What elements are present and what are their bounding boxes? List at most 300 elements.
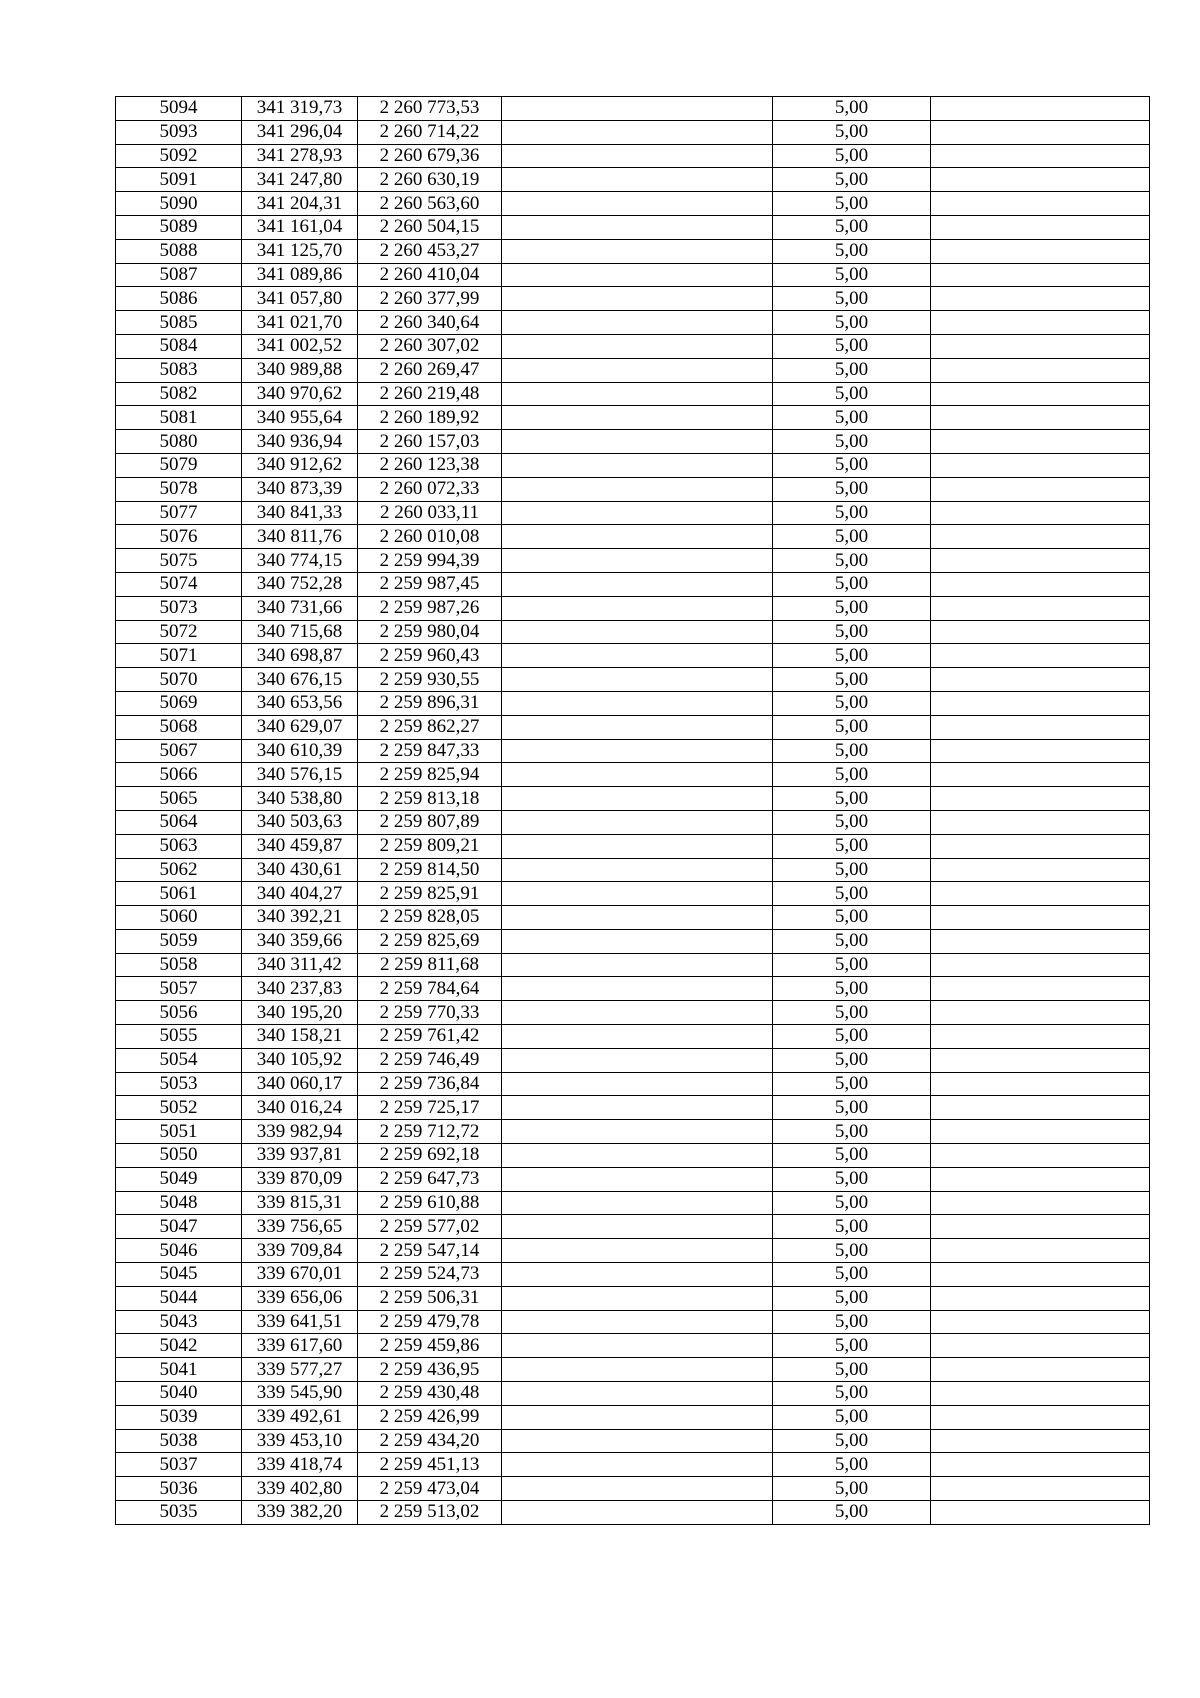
y-coordinate-cell: 2 259 994,39 bbox=[358, 549, 502, 573]
value-cell: 5,00 bbox=[773, 477, 931, 501]
value-cell: 5,00 bbox=[773, 263, 931, 287]
note-cell bbox=[931, 453, 1150, 477]
description-cell bbox=[502, 1215, 773, 1239]
table-row bbox=[116, 287, 1150, 311]
x-coordinate-cell: 340 430,61 bbox=[242, 858, 358, 882]
y-coordinate-cell: 2 259 809,21 bbox=[358, 834, 502, 858]
y-coordinate-cell: 2 259 930,55 bbox=[358, 668, 502, 692]
point-number-cell: 5050 bbox=[116, 1144, 242, 1168]
description-cell bbox=[502, 168, 773, 192]
description-cell bbox=[502, 263, 773, 287]
note-cell bbox=[931, 882, 1150, 906]
y-coordinate-cell: 2 260 219,48 bbox=[358, 382, 502, 406]
x-coordinate-cell: 340 873,39 bbox=[242, 477, 358, 501]
point-number-cell: 5049 bbox=[116, 1167, 242, 1191]
note-cell bbox=[931, 477, 1150, 501]
note-cell bbox=[931, 334, 1150, 358]
y-coordinate-cell: 2 260 377,99 bbox=[358, 287, 502, 311]
description-cell bbox=[502, 382, 773, 406]
point-number-cell: 5082 bbox=[116, 382, 242, 406]
value-cell: 5,00 bbox=[773, 906, 931, 930]
value-cell: 5,00 bbox=[773, 168, 931, 192]
table-row bbox=[116, 430, 1150, 454]
y-coordinate-cell: 2 260 563,60 bbox=[358, 192, 502, 216]
y-coordinate-cell: 2 260 410,04 bbox=[358, 263, 502, 287]
value-cell: 5,00 bbox=[773, 1429, 931, 1453]
point-number-cell: 5038 bbox=[116, 1429, 242, 1453]
description-cell bbox=[502, 334, 773, 358]
value-cell: 5,00 bbox=[773, 1239, 931, 1263]
description-cell bbox=[502, 287, 773, 311]
note-cell bbox=[931, 1334, 1150, 1358]
note-cell bbox=[931, 287, 1150, 311]
description-cell bbox=[502, 1429, 773, 1453]
x-coordinate-cell: 341 089,86 bbox=[242, 263, 358, 287]
value-cell: 5,00 bbox=[773, 525, 931, 549]
x-coordinate-cell: 339 756,65 bbox=[242, 1215, 358, 1239]
note-cell bbox=[931, 1286, 1150, 1310]
table-row bbox=[116, 263, 1150, 287]
value-cell: 5,00 bbox=[773, 1382, 931, 1406]
table-row bbox=[116, 120, 1150, 144]
note-cell bbox=[931, 787, 1150, 811]
note-cell bbox=[931, 644, 1150, 668]
description-cell bbox=[502, 739, 773, 763]
point-number-cell: 5075 bbox=[116, 549, 242, 573]
x-coordinate-cell: 339 545,90 bbox=[242, 1382, 358, 1406]
point-number-cell: 5080 bbox=[116, 430, 242, 454]
table-row bbox=[116, 715, 1150, 739]
value-cell: 5,00 bbox=[773, 953, 931, 977]
value-cell: 5,00 bbox=[773, 406, 931, 430]
value-cell: 5,00 bbox=[773, 382, 931, 406]
y-coordinate-cell: 2 259 430,48 bbox=[358, 1382, 502, 1406]
note-cell bbox=[931, 192, 1150, 216]
description-cell bbox=[502, 1358, 773, 1382]
x-coordinate-cell: 340 676,15 bbox=[242, 668, 358, 692]
point-number-cell: 5039 bbox=[116, 1405, 242, 1429]
y-coordinate-cell: 2 259 980,04 bbox=[358, 620, 502, 644]
y-coordinate-cell: 2 260 714,22 bbox=[358, 120, 502, 144]
table-row bbox=[116, 311, 1150, 335]
y-coordinate-cell: 2 259 761,42 bbox=[358, 1025, 502, 1049]
table-row bbox=[116, 1001, 1150, 1025]
value-cell: 5,00 bbox=[773, 97, 931, 121]
description-cell bbox=[502, 525, 773, 549]
note-cell bbox=[931, 406, 1150, 430]
point-number-cell: 5062 bbox=[116, 858, 242, 882]
value-cell: 5,00 bbox=[773, 358, 931, 382]
table-row bbox=[116, 334, 1150, 358]
point-number-cell: 5088 bbox=[116, 239, 242, 263]
table-row bbox=[116, 834, 1150, 858]
note-cell bbox=[931, 1477, 1150, 1501]
description-cell bbox=[502, 311, 773, 335]
x-coordinate-cell: 340 503,63 bbox=[242, 810, 358, 834]
y-coordinate-cell: 2 259 960,43 bbox=[358, 644, 502, 668]
x-coordinate-cell: 339 577,27 bbox=[242, 1358, 358, 1382]
description-cell bbox=[502, 953, 773, 977]
note-cell bbox=[931, 1144, 1150, 1168]
value-cell: 5,00 bbox=[773, 1096, 931, 1120]
description-cell bbox=[502, 787, 773, 811]
table-row bbox=[116, 1025, 1150, 1049]
note-cell bbox=[931, 1048, 1150, 1072]
description-cell bbox=[502, 477, 773, 501]
table-row bbox=[116, 1501, 1150, 1525]
point-number-cell: 5076 bbox=[116, 525, 242, 549]
point-number-cell: 5063 bbox=[116, 834, 242, 858]
point-number-cell: 5051 bbox=[116, 1120, 242, 1144]
description-cell bbox=[502, 906, 773, 930]
description-cell bbox=[502, 549, 773, 573]
note-cell bbox=[931, 1239, 1150, 1263]
value-cell: 5,00 bbox=[773, 120, 931, 144]
note-cell bbox=[931, 810, 1150, 834]
table-row bbox=[116, 144, 1150, 168]
value-cell: 5,00 bbox=[773, 715, 931, 739]
description-cell bbox=[502, 668, 773, 692]
point-number-cell: 5042 bbox=[116, 1334, 242, 1358]
point-number-cell: 5052 bbox=[116, 1096, 242, 1120]
value-cell: 5,00 bbox=[773, 1215, 931, 1239]
point-number-cell: 5074 bbox=[116, 572, 242, 596]
y-coordinate-cell: 2 259 513,02 bbox=[358, 1501, 502, 1525]
x-coordinate-cell: 340 359,66 bbox=[242, 929, 358, 953]
value-cell: 5,00 bbox=[773, 430, 931, 454]
y-coordinate-cell: 2 259 473,04 bbox=[358, 1477, 502, 1501]
x-coordinate-cell: 340 841,33 bbox=[242, 501, 358, 525]
point-number-cell: 5035 bbox=[116, 1501, 242, 1525]
y-coordinate-cell: 2 259 770,33 bbox=[358, 1001, 502, 1025]
y-coordinate-cell: 2 259 506,31 bbox=[358, 1286, 502, 1310]
description-cell bbox=[502, 501, 773, 525]
note-cell bbox=[931, 596, 1150, 620]
value-cell: 5,00 bbox=[773, 453, 931, 477]
table-row bbox=[116, 739, 1150, 763]
description-cell bbox=[502, 453, 773, 477]
value-cell: 5,00 bbox=[773, 763, 931, 787]
x-coordinate-cell: 340 752,28 bbox=[242, 572, 358, 596]
value-cell: 5,00 bbox=[773, 644, 931, 668]
y-coordinate-cell: 2 259 828,05 bbox=[358, 906, 502, 930]
description-cell bbox=[502, 239, 773, 263]
y-coordinate-cell: 2 259 479,78 bbox=[358, 1310, 502, 1334]
description-cell bbox=[502, 1191, 773, 1215]
value-cell: 5,00 bbox=[773, 1477, 931, 1501]
y-coordinate-cell: 2 259 807,89 bbox=[358, 810, 502, 834]
x-coordinate-cell: 339 641,51 bbox=[242, 1310, 358, 1334]
point-number-cell: 5066 bbox=[116, 763, 242, 787]
table-row bbox=[116, 525, 1150, 549]
note-cell bbox=[931, 691, 1150, 715]
value-cell: 5,00 bbox=[773, 1263, 931, 1287]
table-row bbox=[116, 192, 1150, 216]
table-row bbox=[116, 1286, 1150, 1310]
y-coordinate-cell: 2 259 712,72 bbox=[358, 1120, 502, 1144]
value-cell: 5,00 bbox=[773, 810, 931, 834]
x-coordinate-cell: 339 418,74 bbox=[242, 1453, 358, 1477]
table-row bbox=[116, 549, 1150, 573]
description-cell bbox=[502, 1263, 773, 1287]
x-coordinate-cell: 341 002,52 bbox=[242, 334, 358, 358]
point-number-cell: 5093 bbox=[116, 120, 242, 144]
value-cell: 5,00 bbox=[773, 549, 931, 573]
x-coordinate-cell: 340 392,21 bbox=[242, 906, 358, 930]
point-number-cell: 5036 bbox=[116, 1477, 242, 1501]
point-number-cell: 5047 bbox=[116, 1215, 242, 1239]
description-cell bbox=[502, 810, 773, 834]
note-cell bbox=[931, 382, 1150, 406]
note-cell bbox=[931, 834, 1150, 858]
value-cell: 5,00 bbox=[773, 1501, 931, 1525]
description-cell bbox=[502, 144, 773, 168]
table-row bbox=[116, 763, 1150, 787]
x-coordinate-cell: 340 774,15 bbox=[242, 549, 358, 573]
x-coordinate-cell: 339 617,60 bbox=[242, 1334, 358, 1358]
description-cell bbox=[502, 691, 773, 715]
description-cell bbox=[502, 1001, 773, 1025]
table-row bbox=[116, 1453, 1150, 1477]
table-row bbox=[116, 1096, 1150, 1120]
x-coordinate-cell: 340 936,94 bbox=[242, 430, 358, 454]
value-cell: 5,00 bbox=[773, 287, 931, 311]
value-cell: 5,00 bbox=[773, 739, 931, 763]
description-cell bbox=[502, 215, 773, 239]
x-coordinate-cell: 339 982,94 bbox=[242, 1120, 358, 1144]
description-cell bbox=[502, 1167, 773, 1191]
description-cell bbox=[502, 858, 773, 882]
y-coordinate-cell: 2 259 647,73 bbox=[358, 1167, 502, 1191]
note-cell bbox=[931, 1025, 1150, 1049]
value-cell: 5,00 bbox=[773, 1025, 931, 1049]
table-row bbox=[116, 1167, 1150, 1191]
note-cell bbox=[931, 1215, 1150, 1239]
point-number-cell: 5069 bbox=[116, 691, 242, 715]
note-cell bbox=[931, 763, 1150, 787]
value-cell: 5,00 bbox=[773, 144, 931, 168]
table-row bbox=[116, 1144, 1150, 1168]
y-coordinate-cell: 2 260 453,27 bbox=[358, 239, 502, 263]
note-cell bbox=[931, 263, 1150, 287]
point-number-cell: 5077 bbox=[116, 501, 242, 525]
y-coordinate-cell: 2 260 123,38 bbox=[358, 453, 502, 477]
point-number-cell: 5037 bbox=[116, 1453, 242, 1477]
point-number-cell: 5086 bbox=[116, 287, 242, 311]
x-coordinate-cell: 341 125,70 bbox=[242, 239, 358, 263]
x-coordinate-cell: 339 670,01 bbox=[242, 1263, 358, 1287]
y-coordinate-cell: 2 259 746,49 bbox=[358, 1048, 502, 1072]
x-coordinate-cell: 340 576,15 bbox=[242, 763, 358, 787]
description-cell bbox=[502, 1310, 773, 1334]
table-row bbox=[116, 1215, 1150, 1239]
value-cell: 5,00 bbox=[773, 1001, 931, 1025]
value-cell: 5,00 bbox=[773, 311, 931, 335]
table-row bbox=[116, 1072, 1150, 1096]
table-row bbox=[116, 453, 1150, 477]
y-coordinate-cell: 2 259 811,68 bbox=[358, 953, 502, 977]
table-row bbox=[116, 1382, 1150, 1406]
note-cell bbox=[931, 430, 1150, 454]
description-cell bbox=[502, 1286, 773, 1310]
note-cell bbox=[931, 311, 1150, 335]
value-cell: 5,00 bbox=[773, 929, 931, 953]
x-coordinate-cell: 340 016,24 bbox=[242, 1096, 358, 1120]
point-number-cell: 5073 bbox=[116, 596, 242, 620]
table-row bbox=[116, 97, 1150, 121]
table-row bbox=[116, 1263, 1150, 1287]
y-coordinate-cell: 2 259 813,18 bbox=[358, 787, 502, 811]
description-cell bbox=[502, 97, 773, 121]
note-cell bbox=[931, 525, 1150, 549]
note-cell bbox=[931, 1310, 1150, 1334]
description-cell bbox=[502, 1334, 773, 1358]
table-row bbox=[116, 1191, 1150, 1215]
description-cell bbox=[502, 715, 773, 739]
x-coordinate-cell: 339 815,31 bbox=[242, 1191, 358, 1215]
value-cell: 5,00 bbox=[773, 668, 931, 692]
value-cell: 5,00 bbox=[773, 1310, 931, 1334]
note-cell bbox=[931, 906, 1150, 930]
description-cell bbox=[502, 834, 773, 858]
y-coordinate-cell: 2 260 340,64 bbox=[358, 311, 502, 335]
description-cell bbox=[502, 977, 773, 1001]
table-row bbox=[116, 1334, 1150, 1358]
note-cell bbox=[931, 215, 1150, 239]
y-coordinate-cell: 2 260 630,19 bbox=[358, 168, 502, 192]
x-coordinate-cell: 339 453,10 bbox=[242, 1429, 358, 1453]
description-cell bbox=[502, 596, 773, 620]
description-cell bbox=[502, 1382, 773, 1406]
x-coordinate-cell: 341 319,73 bbox=[242, 97, 358, 121]
note-cell bbox=[931, 1120, 1150, 1144]
note-cell bbox=[931, 358, 1150, 382]
note-cell bbox=[931, 668, 1150, 692]
table-row bbox=[116, 1358, 1150, 1382]
y-coordinate-cell: 2 259 825,91 bbox=[358, 882, 502, 906]
table-row bbox=[116, 406, 1150, 430]
y-coordinate-cell: 2 259 524,73 bbox=[358, 1263, 502, 1287]
y-coordinate-cell: 2 259 459,86 bbox=[358, 1334, 502, 1358]
x-coordinate-cell: 340 237,83 bbox=[242, 977, 358, 1001]
table-row bbox=[116, 668, 1150, 692]
x-coordinate-cell: 341 296,04 bbox=[242, 120, 358, 144]
x-coordinate-cell: 339 656,06 bbox=[242, 1286, 358, 1310]
note-cell bbox=[931, 1358, 1150, 1382]
table-row bbox=[116, 644, 1150, 668]
note-cell bbox=[931, 1072, 1150, 1096]
y-coordinate-cell: 2 259 847,33 bbox=[358, 739, 502, 763]
y-coordinate-cell: 2 259 547,14 bbox=[358, 1239, 502, 1263]
x-coordinate-cell: 340 404,27 bbox=[242, 882, 358, 906]
value-cell: 5,00 bbox=[773, 596, 931, 620]
point-number-cell: 5083 bbox=[116, 358, 242, 382]
x-coordinate-cell: 340 731,66 bbox=[242, 596, 358, 620]
x-coordinate-cell: 339 709,84 bbox=[242, 1239, 358, 1263]
point-number-cell: 5091 bbox=[116, 168, 242, 192]
point-number-cell: 5079 bbox=[116, 453, 242, 477]
table-row bbox=[116, 620, 1150, 644]
description-cell bbox=[502, 358, 773, 382]
table-row bbox=[116, 1405, 1150, 1429]
description-cell bbox=[502, 1453, 773, 1477]
point-number-cell: 5041 bbox=[116, 1358, 242, 1382]
table-row bbox=[116, 382, 1150, 406]
value-cell: 5,00 bbox=[773, 1120, 931, 1144]
point-number-cell: 5061 bbox=[116, 882, 242, 906]
table-row bbox=[116, 572, 1150, 596]
table-row bbox=[116, 929, 1150, 953]
x-coordinate-cell: 340 311,42 bbox=[242, 953, 358, 977]
note-cell bbox=[931, 929, 1150, 953]
value-cell: 5,00 bbox=[773, 620, 931, 644]
point-number-cell: 5084 bbox=[116, 334, 242, 358]
point-number-cell: 5092 bbox=[116, 144, 242, 168]
x-coordinate-cell: 340 653,56 bbox=[242, 691, 358, 715]
x-coordinate-cell: 340 195,20 bbox=[242, 1001, 358, 1025]
point-number-cell: 5094 bbox=[116, 97, 242, 121]
point-number-cell: 5044 bbox=[116, 1286, 242, 1310]
note-cell bbox=[931, 953, 1150, 977]
y-coordinate-cell: 2 260 679,36 bbox=[358, 144, 502, 168]
note-cell bbox=[931, 501, 1150, 525]
point-number-cell: 5053 bbox=[116, 1072, 242, 1096]
x-coordinate-cell: 340 158,21 bbox=[242, 1025, 358, 1049]
point-number-cell: 5070 bbox=[116, 668, 242, 692]
value-cell: 5,00 bbox=[773, 834, 931, 858]
value-cell: 5,00 bbox=[773, 501, 931, 525]
note-cell bbox=[931, 1382, 1150, 1406]
value-cell: 5,00 bbox=[773, 1072, 931, 1096]
description-cell bbox=[502, 572, 773, 596]
table-row bbox=[116, 810, 1150, 834]
table-row bbox=[116, 1239, 1150, 1263]
description-cell bbox=[502, 1072, 773, 1096]
x-coordinate-cell: 340 989,88 bbox=[242, 358, 358, 382]
note-cell bbox=[931, 1453, 1150, 1477]
note-cell bbox=[931, 144, 1150, 168]
x-coordinate-cell: 341 204,31 bbox=[242, 192, 358, 216]
point-number-cell: 5089 bbox=[116, 215, 242, 239]
value-cell: 5,00 bbox=[773, 1358, 931, 1382]
description-cell bbox=[502, 430, 773, 454]
value-cell: 5,00 bbox=[773, 215, 931, 239]
table-row bbox=[116, 953, 1150, 977]
description-cell bbox=[502, 929, 773, 953]
x-coordinate-cell: 341 278,93 bbox=[242, 144, 358, 168]
description-cell bbox=[502, 1096, 773, 1120]
coordinates-table bbox=[115, 96, 1150, 1525]
y-coordinate-cell: 2 260 307,02 bbox=[358, 334, 502, 358]
note-cell bbox=[931, 739, 1150, 763]
description-cell bbox=[502, 1477, 773, 1501]
table-row bbox=[116, 501, 1150, 525]
description-cell bbox=[502, 882, 773, 906]
table-row bbox=[116, 1048, 1150, 1072]
note-cell bbox=[931, 977, 1150, 1001]
note-cell bbox=[931, 1263, 1150, 1287]
value-cell: 5,00 bbox=[773, 1191, 931, 1215]
value-cell: 5,00 bbox=[773, 1144, 931, 1168]
y-coordinate-cell: 2 260 269,47 bbox=[358, 358, 502, 382]
table-row bbox=[116, 215, 1150, 239]
point-number-cell: 5040 bbox=[116, 1382, 242, 1406]
table-row bbox=[116, 1120, 1150, 1144]
y-coordinate-cell: 2 259 896,31 bbox=[358, 691, 502, 715]
value-cell: 5,00 bbox=[773, 572, 931, 596]
x-coordinate-cell: 339 870,09 bbox=[242, 1167, 358, 1191]
y-coordinate-cell: 2 259 862,27 bbox=[358, 715, 502, 739]
